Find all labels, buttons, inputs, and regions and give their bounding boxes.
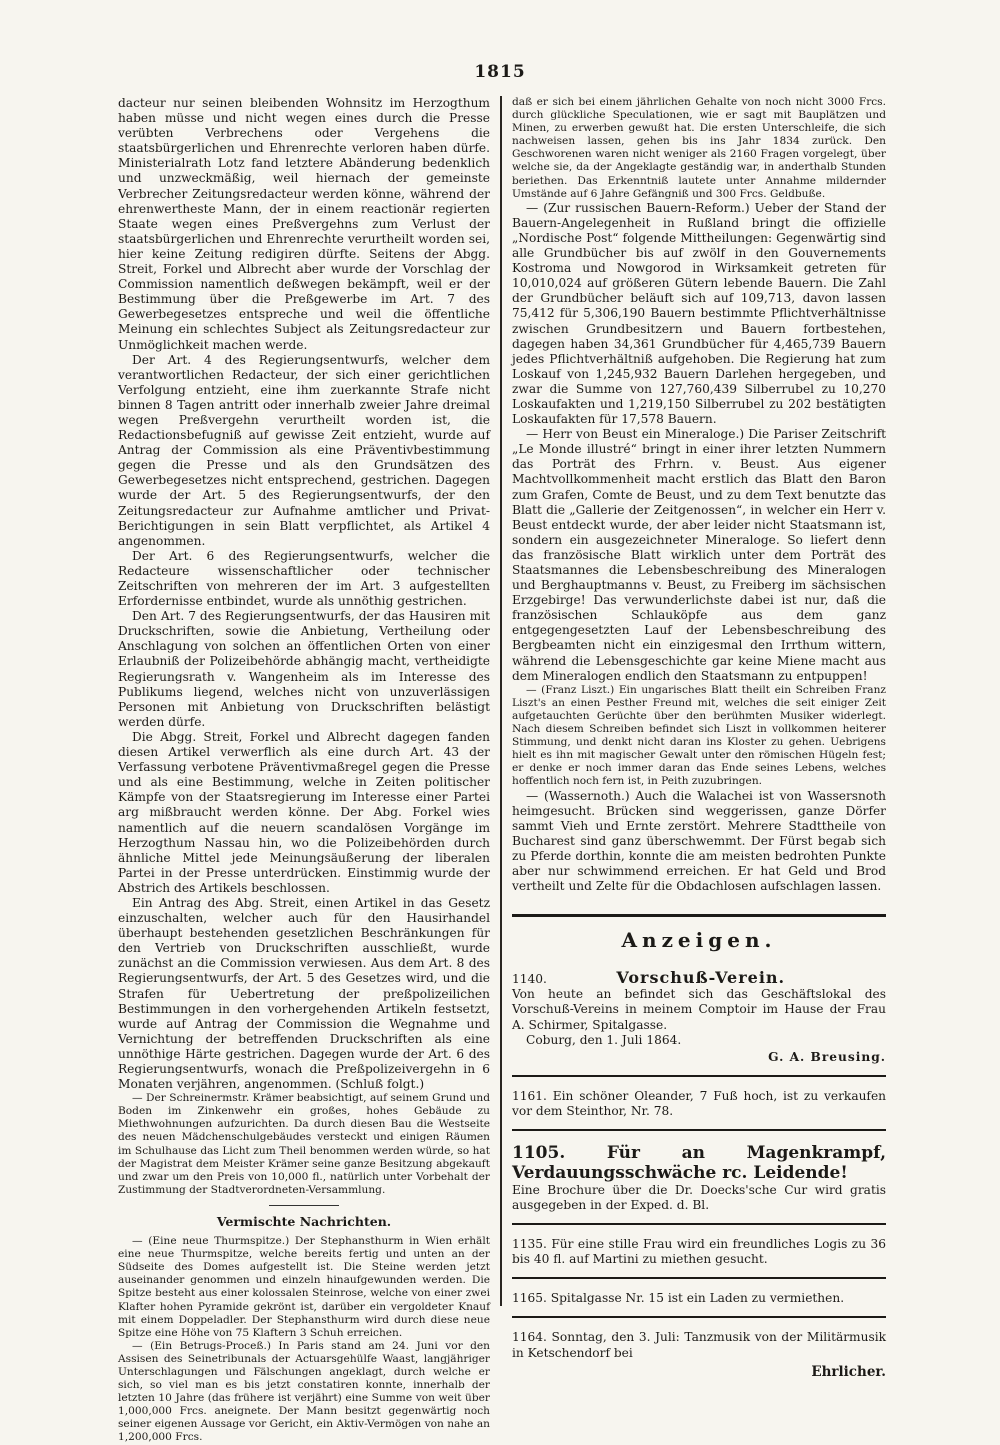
ad-title: Vorschuß-Verein. xyxy=(616,968,786,988)
ad-number: 1140. xyxy=(512,972,547,987)
left-column xyxy=(118,96,490,1445)
local-notice: — Der Schreinermstr. Krämer beabsichtigt, auf seinem Grund und Boden im Zinkenwehr ein großes, hohes Gebäude zu Miethwohnungen aufzurichten. Da durch diesen Bau die Westseite des neuen Mädchenschulgebäudes versteckt und einigen Räumen im Schulhause das Licht zum Theil benommen werden würde, so hat der Magistrat dem Meister Krämer seine ganze Besitzung abgekauft und zwar um den Preis von 10,000 fl., natürlich unter Vorbehalt der Zustimmung der Stadtverordneten-Versammlung. xyxy=(118,1092,490,1196)
column-divider xyxy=(500,96,502,1306)
ad-number: 1161. xyxy=(512,1088,547,1103)
ad-body: Sonntag, den 3. Juli: Tanzmusik von der Militärmusik in Ketschendorf bei xyxy=(512,1330,887,1360)
news-item: — (Ein Betrugs-Proceß.) In Paris stand am 24. Juni vor den Assisen des Seinetribunals der Actuarsgehülfe Waast, langjähriger Unterschlagungen und Fälschungen angeklagt, durch welche er sich, so viel man es bis jetzt constatiren konnte, innerhalb der letzten 10 Jahre (das frühere ist verjährt) eine Summe von weit über 1,000,000 Frcs. aneignete. Der Mann besitzt gegenwärtig noch seiner eigenen Aussage vor Gericht, ein Aktiv-Vermögen von nahe an 1,200,000 Frcs. xyxy=(118,1339,490,1444)
ad-place-date: Coburg, den 1. Juli 1864. xyxy=(526,1032,682,1047)
ad-1105 xyxy=(512,1143,886,1213)
right-column xyxy=(512,96,886,1380)
news-item: — Herr von Beust ein Mineraloge.) Die Pariser Zeitschrift „Le Monde illustré“ bringt in einer ihrer letzten Nummern das Porträt des Frhrn. v. Beust. Aus eigener Machtvollkommenheit macht erstlich das Blatt den Baron zum Grafen, Comte de Beust, und zu dem Text benutzte das Blatt die „Gallerie der Zeitgenossen“, in welcher ein Herr v. Beust entdeckt wurde, der aber leider nicht Staatsmann ist, sondern ein ausgezeichneter Mineraloge. So liefert denn das französische Blatt wirklich unter dem Porträt des Staatsmannes die Lebensbeschreibung des Mineralogen und Berghauptmanns v. Beust, zu Freiberg im sächsischen Erzgebirge! Das verwunderlichste dabei ist nur, daß die französischen Schlauköpfe aus dem ganz entgegengesetzten Lauf der Lebensbeschreibung des Bergbeamten nicht ein einzigesmal den Irrthum wittern, während die Lebensgeschichte gar keine Miene macht aus dem Mineralogen endlich den Staatsmann zu entpuppen! xyxy=(512,427,886,683)
article-paragraph: dacteur nur seinen bleibenden Wohnsitz im Herzogthum haben müsse und nicht wegen eines durch die Presse verübten Verbrechens oder Vergehens die staatsbürgerlichen und Ehrenrechte verloren haben dürfe. Ministerialrath Lotz fand letztere Abänderung bedenklich und unzweckmäßig, weil hiernach der gemeinste Verbrecher Zeitungsredacteur werden könne, während der ehrenwertheste Mann, der in einem reactionär regierten Staate wegen eines Preßvergehns zum Verlust der staatsbürgerlichen und Ehrenrechte verurtheilt worden sei, hier keine Zeitung redigiren dürfte. Seitens der Abgg. Streit, Forkel und Albrecht aber wurde der Vorschlag der Commission namentlich deßwegen bekämpft, weil er der Bestimmung über die Preßgewerbe im Art. 7 des Gewerbegesetzes entspreche und weil die öffentliche Meinung ein schlechtes Subject als Zeitungsredacteur zur Unmöglichkeit machen werde. xyxy=(118,96,490,352)
news-item: — (Franz Liszt.) Ein ungarisches Blatt theilt ein Schreiben Franz Liszt's an einen Pesther Freund mit, welches die seit einiger Zeit aufgetauchten Gerüchte über den berühmten Musiker widerlegt. Nach diesem Schreiben befindet sich Liszt in vollkommen heiterer Stimmung, und denkt nicht daran ins Kloster zu gehen. Uebrigens hielt es ihn mit magischer Gewalt unter den römischen Hügeln fest; er denke er noch immer daran das Ende seines Lebens, welches hoffentlich noch fern ist, in Peith zuzubringen. xyxy=(512,683,886,788)
article-paragraph: Den Art. 7 des Regierungsentwurfs, der das Hausiren mit Druckschriften, sowie die Anbietung, Vertheilung oder Anschlagung von solchen an öffentlichen Orten von einer Erlaubniß der Polizeibehörde abhängig macht, vertheidigte Regierungsrath v. Wangenheim als im Interesse des Publikums liegend, welches nicht von unzuverlässigen Personen mit Anbietung von Druckschriften belästigt werden dürfe. xyxy=(118,609,490,729)
ad-number: 1164. xyxy=(512,1330,547,1345)
ads-heading: Anzeigen. xyxy=(621,928,777,953)
section-title: Vermischte Nachrichten. xyxy=(216,1213,392,1229)
ad-divider xyxy=(512,1223,886,1225)
article-paragraph: Ein Antrag des Abg. Streit, einen Artikel in das Gesetz einzuschalten, welcher auch für den Hausirhandel überhaupt bestehenden gesetzlichen Beschränkungen für den Vertrieb von Druckschriften ausschließt, wurde zunächst an die Commission verwiesen. Aus dem Art. 8 des Regierungsentwurfs, der Art. 5 des Gesetzes wird, und die Strafen für Uebertretung der preßpolizeilichen Bestimmungen in den vorhergehenden Artikeln festsetzt, wurde auf Antrag der Commission die Wegnahme und Vernichtung der betreffenden Druckschriften als eine unnöthige Härte gestrichen. Dagegen wurde der Art. 6 des Regierungsentwurfs, wonach die Preßpolizeivergehn in 6 Monaten verjähren, angenommen. (Schluß folgt.) xyxy=(118,895,490,1092)
ad-number: 1105. xyxy=(512,1143,566,1163)
ad-headline: Für an Magenkrampf, Verdauungsschwäche rc. Leidende! xyxy=(512,1143,886,1183)
ad-body: Für eine stille Frau wird ein freundliches Logis zu 36 bis 40 fl. auf Martini zu miethen gesucht. xyxy=(512,1237,886,1267)
ads-rule xyxy=(512,914,886,917)
ad-divider xyxy=(512,1075,886,1077)
news-item: — (Eine neue Thurmspitze.) Der Stephansthurm in Wien erhält eine neue Thurmspitze, welche bereits fertig und unten an der Südseite des Domes aufgestellt ist. Die Steine werden jetzt auseinander genommen und einzeln hinaufgewunden werden. Die Spitze besteht aus einer kolossalen Steinrose, welche von einer zwei Klafter hohen Pyramide gekrönt ist, darüber ein vergoldeter Knauf mit einem Doppeladler. Der Stephansthurm wird durch diese neue Spitze eine Höhe von 75 Klaftern 3 Schuh erreichen. xyxy=(118,1235,490,1339)
section-divider xyxy=(269,1205,339,1206)
ad-1165 xyxy=(512,1291,886,1306)
ad-body: Ein schöner Oleander, 7 Fuß hoch, ist zu verkaufen vor dem Steinthor, Nr. 78. xyxy=(512,1088,887,1118)
ad-signature: Ehrlicher. xyxy=(811,1363,886,1380)
news-item: — (Wassernoth.) Auch die Walachei ist von Wassersnoth heimgesucht. Brücken sind weggerissen, ganze Dörfer sammt Vieh und Ernte zerstört. Mehrere Stadttheile von Bucharest sind ganz überschwemmt. Der Fürst begab sich zu Pferde dorthin, konnte die am meisten bedrohten Punkte aber nur schwimmend erreichen. Er hat Geld und Brod vertheilt und Zelte für die Obdachlosen aufschlagen lassen. xyxy=(512,788,886,894)
ad-signature: G. A. Breusing. xyxy=(768,1049,886,1064)
ad-1164 xyxy=(512,1330,886,1379)
article-paragraph: Der Art. 6 des Regierungsentwurfs, welcher die Redacteure wissenschaftlicher oder technischer Zeitschriften von mehreren der im Art. 3 aufgestellten Erfordernisse entbindet, wurde als unnöthig gestrichen. xyxy=(118,548,490,609)
ad-1140 xyxy=(512,970,886,1065)
page-number: 1815 xyxy=(474,62,526,82)
ad-number: 1135. xyxy=(512,1237,547,1252)
ad-divider xyxy=(512,1277,886,1279)
ad-number: 1165. xyxy=(512,1291,547,1306)
ad-body: Spitalgasse Nr. 15 ist ein Laden zu vermiethen. xyxy=(550,1291,845,1306)
ad-divider xyxy=(512,1129,886,1131)
ad-divider xyxy=(512,1316,886,1318)
news-continuation: daß er sich bei einem jährlichen Gehalte von noch nicht 3000 Frcs. durch glückliche Speculationen, wie er sagt mit Bauplätzen und Minen, zu erwerben gewußt hat. Die ersten Unterschleife, die sich nachweisen lassen, gehen bis ins Jahr 1834 zurück. Den Geschworenen waren nicht weniger als 2160 Fragen vorgelegt, über welche sie, da der Angeklagte geständig war, in anderthalb Stunden beriethen. Das Erkenntniß lautete unter Annahme mildernder Umstände auf 6 Jahre Gefängniß und 300 Frcs. Geldbuße. xyxy=(512,96,886,200)
ad-body: Von heute an befindet sich das Geschäftslokal des Vorschuß-Vereins in meinem Comptoir im Hause der Frau A. Schirmer, Spitalgasse. xyxy=(512,987,886,1032)
ad-1161 xyxy=(512,1089,886,1119)
ad-1135 xyxy=(512,1237,886,1267)
ad-body: Eine Brochure über die Dr. Doecks'sche Cur wird gratis ausgegeben in der Exped. d. Bl. xyxy=(512,1183,886,1213)
article-paragraph: Die Abgg. Streit, Forkel und Albrecht dagegen fanden diesen Artikel verwerflich als eine durch Art. 43 der Verfassung verbotene Präventivmaßregel gegen die Presse und als eine Bestimmung, welche in Zeiten politischer Kämpfe von der Staatsregierung im Interesse einer Partei arg mißbraucht werden könne. Der Abg. Forkel wies namentlich auf die neuern scandalösen Vorgänge im Herzogthum Nassau hin, wo die Polizeibehörden durch ähnliche Mittel jede Meinungsäußerung der liberalen Partei in der Presse unterdrücken. Einstimmig wurde der Abstrich des Artikels beschlossen. xyxy=(118,729,490,895)
article-paragraph: Der Art. 4 des Regierungsentwurfs, welcher dem verantwortlichen Redacteur, der sich einer gerichtlichen Verfolgung entzieht, eine ihm zuerkannte Strafe nicht binnen 8 Tagen antritt oder innerhalb zweier Jahre dreimal wegen Preßvergehn verurtheilt worden ist, die Redactionsbefugniß auf gewisse Zeit entzieht, wurde auf Antrag der Commission als eine Präventivbestimmung gegen die Presse und als den Grundsätzen des Gewerbegesetzes nicht entsprechend, gestrichen. Dagegen wurde der Art. 5 des Regierungsentwurfs, der den Zeitungsredacteur zur Aufnahme amtlicher und Privat-Berichtigungen in sein Blatt verpflichtet, als Artikel 4 angenommen. xyxy=(118,352,490,548)
news-item: — (Zur russischen Bauern-Reform.) Ueber der Stand der Bauern-Angelegenheit in Rußland bringt die offizielle „Nordische Post“ folgende Mittheilungen: Gegenwärtig sind alle Grundbücher bis auf zwölf in den Gouvernements Kostroma und Nowgorod in Wirksamkeit getreten für 10,010,024 auf größeren Gütern lebende Bauern. Die Zahl der Grundbücher beläuft sich auf 109,713, davon lassen 75,412 für 5,306,190 Bauern bestimmte Pflichtverhältnisse zwischen Grundbesitzern und Bauern fortbestehen, dagegen haben 34,361 Grundbücher für 4,465,739 Bauern jedes Pflichtverhältniß aufgehoben. Die Regierung hat zum Loskauf von 1,245,932 Bauern Darlehen hergegeben, und zwar die Summe von 127,760,439 Silberrubel zu 10,270 Loskaufakten und 1,219,150 Silberrubel zu 202 bestätigten Loskaufakten für 17,578 Bauern. xyxy=(512,200,886,427)
